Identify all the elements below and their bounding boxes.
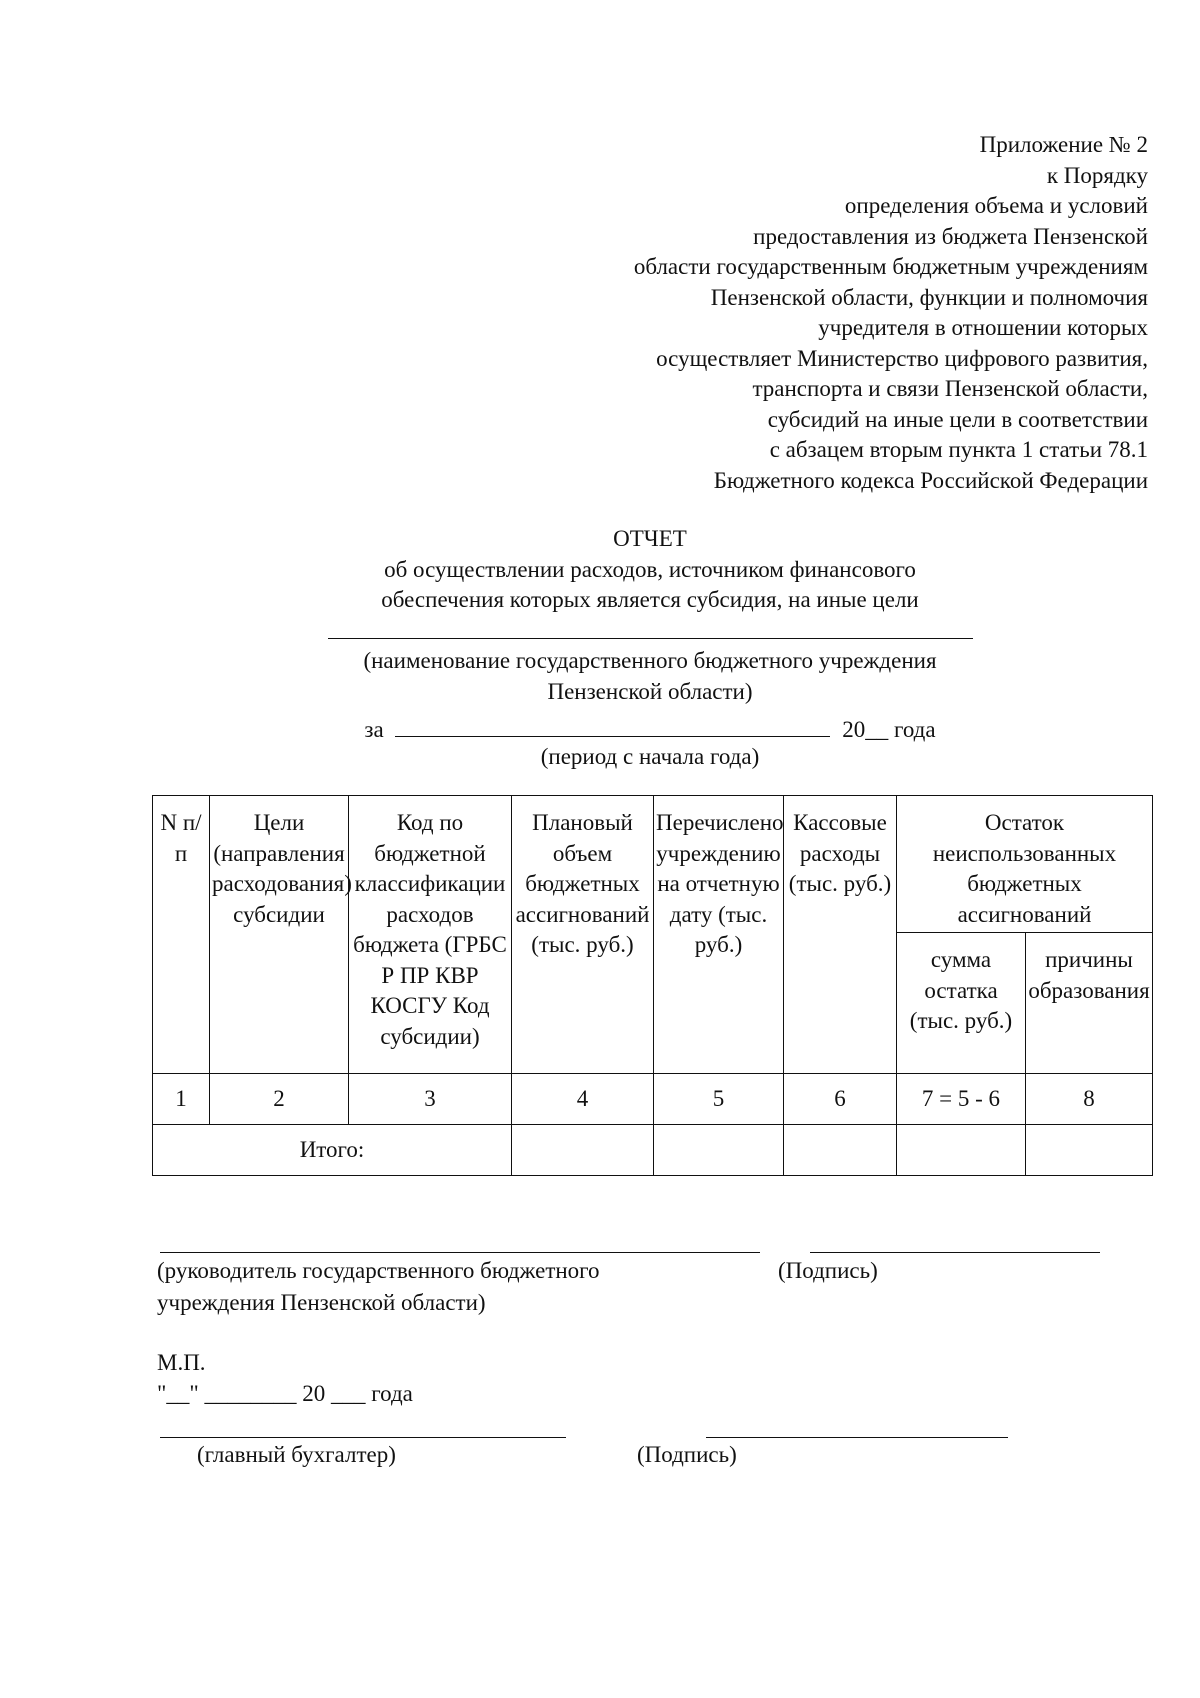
appendix-line: субсидий на иные цели в соответствии bbox=[767, 406, 1148, 432]
column-number: 1 bbox=[153, 1074, 210, 1125]
table-row bbox=[153, 1125, 1153, 1176]
appendix-line: осуществляет Министерство цифрового развития, bbox=[656, 345, 1148, 371]
period-prefix: за bbox=[364, 717, 384, 742]
institution-name-line bbox=[328, 616, 973, 639]
total-cell[interactable] bbox=[654, 1125, 784, 1176]
period-field[interactable] bbox=[395, 714, 830, 737]
column-number: 7 = 5 - 6 bbox=[897, 1074, 1026, 1125]
institution-name-field[interactable] bbox=[0, 616, 1200, 647]
header-remaining-sum: сумма остатка (тыс. руб.) bbox=[897, 933, 1026, 1074]
period-line bbox=[0, 714, 1200, 743]
appendix-line: Приложение № 2 bbox=[979, 132, 1148, 157]
table-row bbox=[153, 1074, 1153, 1125]
header-purpose: Цели (направления расходования) субсидии bbox=[210, 796, 349, 1074]
appendix-line: учредителя в отношении которых bbox=[818, 315, 1148, 340]
header-planned-volume: Плановый объем бюджетных ассигнований (тыс. руб.) bbox=[512, 796, 654, 1074]
total-cell[interactable] bbox=[1026, 1125, 1153, 1176]
signature-label: (Подпись) bbox=[778, 1258, 878, 1283]
header-cash-expenses: Кассовые расходы (тыс. руб.) bbox=[784, 796, 897, 1074]
header-remaining-reasons: причины образования bbox=[1026, 933, 1153, 1074]
accountant-signature-line[interactable] bbox=[160, 1437, 566, 1438]
appendix-line: предоставления из бюджета Пензенской bbox=[753, 223, 1148, 249]
appendix-line: с абзацем вторым пункта 1 статьи 78.1 bbox=[769, 437, 1148, 462]
appendix-line: Пензенской области, функции и полномочия bbox=[710, 284, 1148, 310]
appendix-line: Бюджетного кодекса Российской Федерации bbox=[713, 467, 1148, 493]
appendix-header bbox=[634, 130, 1148, 496]
accountant-sign-line[interactable] bbox=[706, 1437, 1008, 1438]
head-label: учреждения Пензенской области) bbox=[157, 1290, 486, 1315]
institution-note: (наименование государственного бюджетного учреждения bbox=[363, 648, 937, 673]
column-number: 3 bbox=[349, 1074, 512, 1125]
appendix-line: области государственным бюджетным учреждениям bbox=[633, 254, 1148, 279]
header-remaining-group: Остаток неиспользованных бюджетных ассигнований bbox=[897, 796, 1153, 933]
head-sign-line[interactable] bbox=[810, 1252, 1100, 1253]
header-budget-code: Код по бюджетной классификации расходов бюджета (ГРБС Р ПР КВР КОСГУ Код субсидии) bbox=[349, 796, 512, 1074]
total-label: Итого: bbox=[153, 1125, 512, 1176]
column-number: 4 bbox=[512, 1074, 654, 1125]
header-number: N п/п bbox=[153, 796, 210, 1074]
column-number: 8 bbox=[1026, 1074, 1153, 1125]
appendix-line: к Порядку bbox=[1046, 162, 1148, 188]
period-year: 20__ года bbox=[842, 717, 936, 742]
head-signature-line[interactable] bbox=[160, 1252, 760, 1253]
total-cell[interactable] bbox=[784, 1125, 897, 1176]
appendix-line: транспорта и связи Пензенской области, bbox=[752, 376, 1148, 401]
date-line: "__" ________ 20 ___ года bbox=[157, 1381, 413, 1406]
column-number: 6 bbox=[784, 1074, 897, 1125]
total-cell[interactable] bbox=[897, 1125, 1026, 1176]
report-table bbox=[152, 795, 1153, 1176]
accountant-label: (главный бухгалтер) bbox=[197, 1442, 396, 1467]
report-subtitle: обеспечения которых является субсидия, на иные цели bbox=[381, 587, 919, 612]
appendix-line: определения объема и условий bbox=[844, 193, 1148, 218]
signature-label: (Подпись) bbox=[637, 1442, 737, 1467]
report-title: ОТЧЕТ bbox=[613, 526, 687, 551]
column-number: 2 bbox=[210, 1074, 349, 1125]
period-note: (период с начала года) bbox=[540, 744, 760, 769]
report-header bbox=[0, 524, 1200, 707]
total-cell[interactable] bbox=[512, 1125, 654, 1176]
stamp-label: М.П. bbox=[157, 1350, 206, 1375]
column-number: 5 bbox=[654, 1074, 784, 1125]
institution-note: Пензенской области) bbox=[547, 678, 753, 704]
report-subtitle: об осуществлении расходов, источником финансового bbox=[384, 556, 916, 582]
header-transferred: Перечислено учреждению на отчетную дату (тыс. руб.) bbox=[654, 796, 784, 1074]
head-label: (руководитель государственного бюджетного bbox=[157, 1258, 600, 1283]
